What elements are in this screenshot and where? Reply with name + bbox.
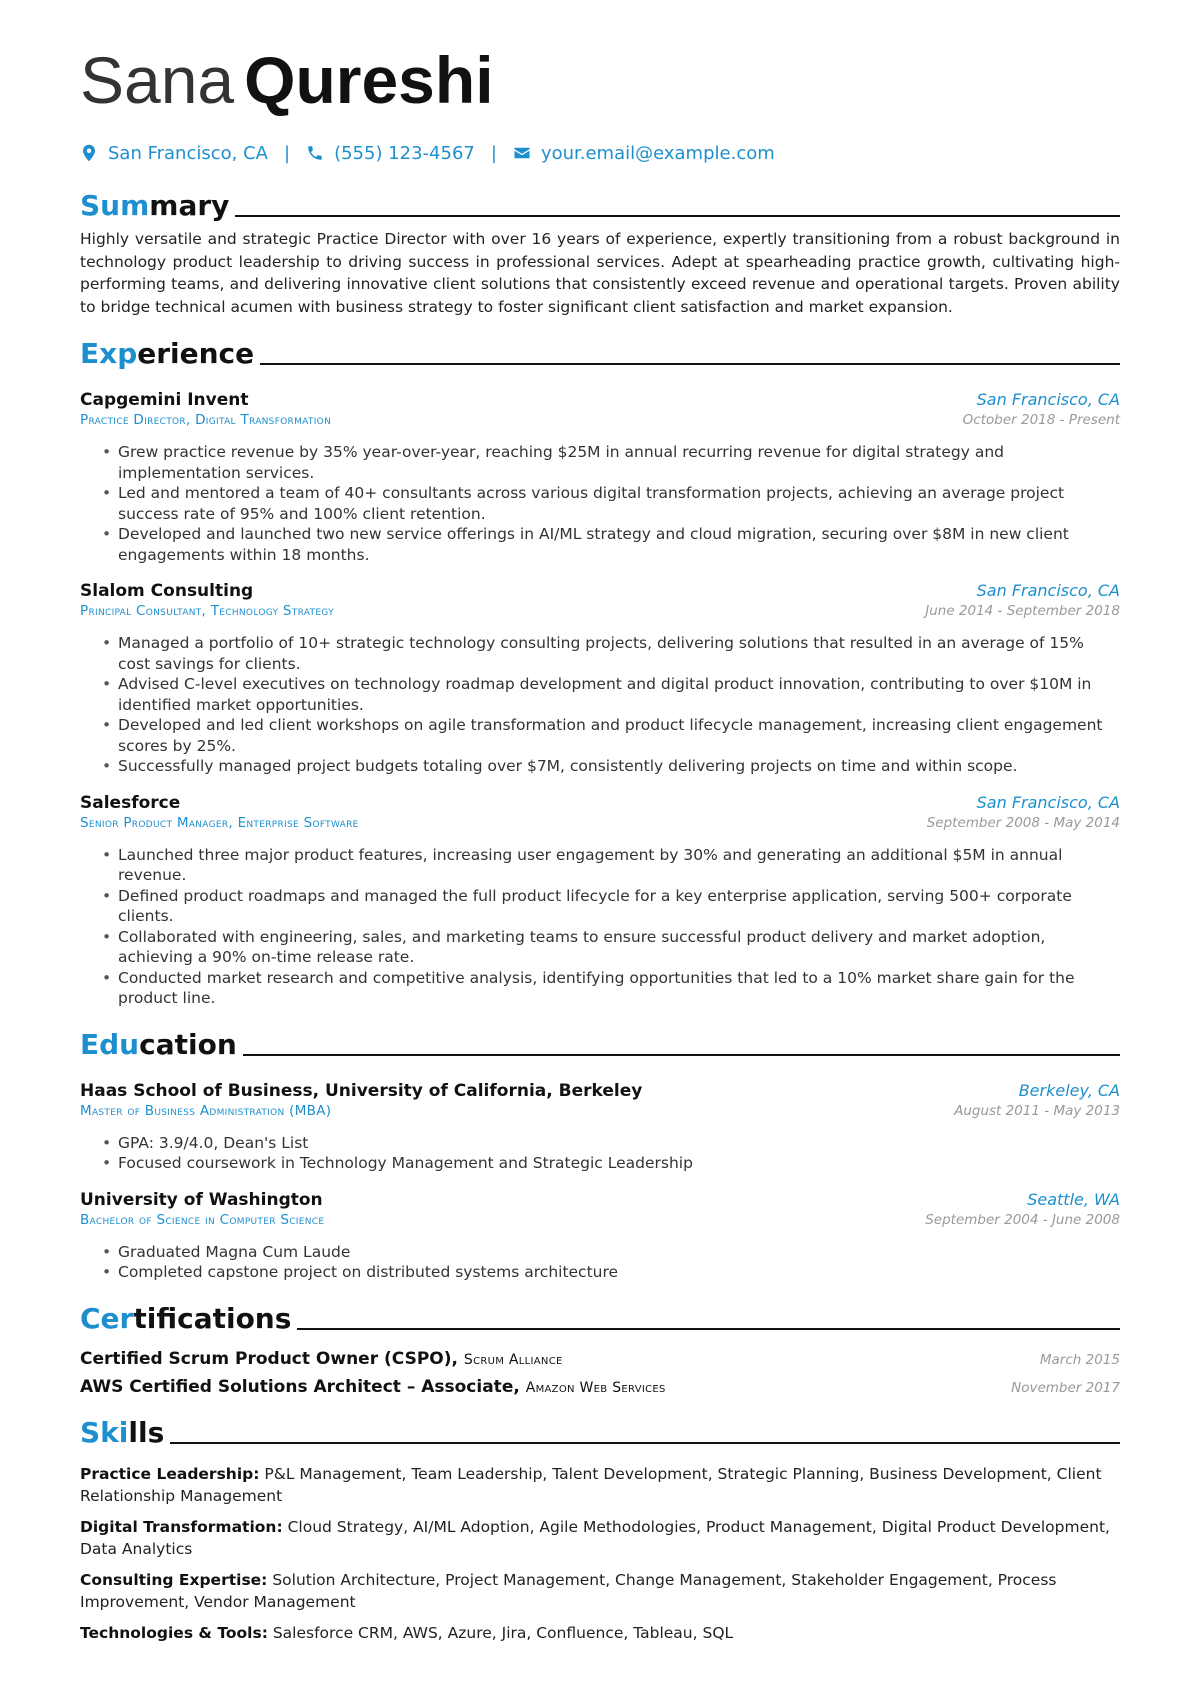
section-title: Experience [80, 337, 255, 370]
education-entry [80, 1190, 1120, 1283]
entry-location: San Francisco, CA [976, 581, 1120, 600]
list-item: • Led and mentored a team of 40+ consultants across various digital transformation projects, achieving an average project success rate of 95% and 100% client retention. [102, 483, 1120, 524]
section-rule [260, 363, 1120, 365]
skill-label: Practice Leadership: [80, 1464, 260, 1483]
entry-bullets [80, 633, 1120, 777]
contact-separator: | [283, 142, 291, 164]
entry-role: Principal Consultant, Technology Strategy [80, 603, 334, 619]
skill-label: Consulting Expertise: [80, 1570, 268, 1589]
skill-label: Technologies & Tools: [80, 1623, 268, 1642]
skills-heading [80, 1411, 1120, 1451]
education-heading [80, 1023, 1120, 1063]
list-item: • Defined product roadmaps and managed the full product lifecycle for a key enterprise application, serving 500+ corporate clients. [102, 886, 1120, 927]
certification-date: November 2017 [1011, 1379, 1120, 1396]
section-title: Education [80, 1027, 237, 1061]
contact-bar [80, 140, 1120, 166]
skill-item [80, 1463, 1120, 1508]
experience-heading [80, 332, 1120, 372]
entry-bullets [80, 1242, 1120, 1283]
section-title: Certifications [80, 1301, 292, 1335]
contact-email[interactable] [513, 143, 775, 164]
contact-phone[interactable] [306, 143, 475, 164]
skill-item [80, 1569, 1120, 1614]
section-title: Summary [80, 189, 230, 222]
list-item: • Collaborated with engineering, sales, and marketing teams to ensure successful product delivery and market adoption, achieving a 90% on-time release rate. [102, 927, 1120, 968]
entry-location: San Francisco, CA [976, 390, 1120, 409]
skill-label: Digital Transformation: [80, 1517, 283, 1536]
location-text: San Francisco, CA [108, 142, 268, 164]
entry-location: Seattle, WA [1027, 1189, 1120, 1209]
section-title: Skills [80, 1415, 165, 1449]
entry-dates: June 2014 - September 2018 [925, 603, 1120, 619]
phone-text: (555) 123-4567 [334, 142, 475, 164]
experience-entry [80, 793, 1120, 1009]
section-rule [243, 1054, 1120, 1056]
email-text: your.email@example.com [540, 142, 775, 164]
certification-name: Certified Scrum Product Owner (CSPO) [80, 1348, 452, 1369]
skill-value: Cloud Strategy, AI/ML Adoption, Agile Methodologies, Product Management, Digital Product Development, Data Analytics [80, 1517, 1110, 1558]
list-item: • Launched three major product features, increasing user engagement by 30% and generating an additional $5M in annual revenue. [102, 845, 1120, 886]
list-item: • Developed and launched two new service offerings in AI/ML strategy and cloud migration, securing over $8M in new client engagements within 18 months. [102, 524, 1120, 565]
list-item: • Successfully managed project budgets totaling over $7M, consistently delivering projects on time and within scope. [102, 756, 1120, 777]
map-marker-icon [80, 144, 98, 162]
candidate-name [80, 40, 1120, 120]
entry-role: Practice Director, Digital Transformation [80, 412, 332, 428]
section-rule [170, 1442, 1120, 1444]
list-item: • GPA: 3.9/4.0, Dean's List [102, 1133, 1120, 1154]
entry-location: Berkeley, CA [1018, 1080, 1120, 1100]
entry-bullets [80, 442, 1120, 565]
section-rule [297, 1328, 1120, 1330]
entry-organization: Slalom Consulting [80, 581, 254, 601]
certification-name: AWS Certified Solutions Architect – Associate [80, 1376, 514, 1397]
entry-dates: September 2008 - May 2014 [926, 814, 1120, 831]
section-rule [235, 215, 1120, 217]
entry-dates: August 2011 - May 2013 [954, 1102, 1120, 1119]
resume-page [80, 40, 1120, 1644]
skill-item [80, 1516, 1120, 1561]
experience-entry [80, 390, 1120, 565]
entry-organization: Haas School of Business, University of California, Berkeley [80, 1080, 643, 1101]
skill-value: P&L Management, Team Leadership, Talent Development, Strategic Planning, Business Development, Client Relationship Management [80, 1464, 1102, 1505]
summary-text: Highly versatile and strategic Practice Director with over 16 years of experience, expertly transitioning from a robust background in technology product leadership to driving success in professional services. Adept at spearheading practice growth, cultivating high-performing teams, and delivering innovative client solutions that consistently exceed revenue and operational targets. Proven ability to bridge technical acumen with business strategy to foster significant client satisfaction and market expansion. [80, 230, 1120, 316]
certifications-heading [80, 1297, 1120, 1337]
list-item: • Managed a portfolio of 10+ strategic technology consulting projects, delivering solutions that resulted in an average of 15% cost savings for clients. [102, 633, 1120, 674]
entry-dates: October 2018 - Present [962, 412, 1120, 428]
skill-value: Solution Architecture, Project Management, Change Management, Stakeholder Engagement, Process Improvement, Vendor Management [80, 1570, 1057, 1611]
phone-icon [306, 144, 324, 162]
list-item: • Advised C-level executives on technology roadmap development and digital product innovation, contributing to over $10M in identified market opportunities. [102, 674, 1120, 715]
list-item: • Developed and led client workshops on agile transformation and product lifecycle management, increasing client engagement scores by 25%. [102, 715, 1120, 756]
list-item: • Completed capstone project on distributed systems architecture [102, 1262, 1120, 1283]
list-item: • Grew practice revenue by 35% year-over-year, reaching $25M in annual recurring revenue for digital strategy and implementation services. [102, 442, 1120, 483]
first-name: Sana [80, 43, 235, 117]
certification-issuer: Amazon Web Services [525, 1379, 666, 1396]
entry-role: Master of Business Administration (MBA) [80, 1102, 332, 1119]
entry-organization: Capgemini Invent [80, 390, 249, 410]
education-entry [80, 1081, 1120, 1174]
skill-item [80, 1622, 1120, 1645]
entry-bullets [80, 1133, 1120, 1174]
contact-separator: | [490, 142, 497, 164]
summary-heading [80, 184, 1120, 224]
entry-location: San Francisco, CA [976, 792, 1120, 812]
envelope-icon [513, 144, 531, 162]
last-name: Qureshi [244, 43, 494, 117]
entry-organization: Salesforce [80, 792, 181, 813]
experience-entry [80, 581, 1120, 777]
list-item: • Conducted market research and competitive analysis, identifying opportunities that led to a 10% market share gain for the product line. [102, 968, 1120, 1009]
certification-item: Certified Scrum Product Owner (CSPO), Scrum Alliance March 2015 [80, 1348, 1120, 1369]
entry-bullets [80, 845, 1120, 1009]
list-item: • Graduated Magna Cum Laude [102, 1242, 1120, 1263]
contact-location [80, 143, 268, 164]
certification-item: AWS Certified Solutions Architect – Associate, Amazon Web Services November 2017 [80, 1376, 1120, 1397]
certification-issuer: Scrum Alliance [463, 1351, 563, 1368]
entry-role: Senior Product Manager, Enterprise Software [80, 814, 359, 831]
entry-role: Bachelor of Science in Computer Science [80, 1211, 325, 1228]
skill-value: Salesforce CRM, AWS, Azure, Jira, Confluence, Tableau, SQL [272, 1623, 734, 1642]
entry-organization: University of Washington [80, 1189, 323, 1210]
entry-dates: September 2004 - June 2008 [925, 1211, 1120, 1228]
list-item: • Focused coursework in Technology Management and Strategic Leadership [102, 1153, 1120, 1174]
certification-date: March 2015 [1039, 1351, 1120, 1368]
